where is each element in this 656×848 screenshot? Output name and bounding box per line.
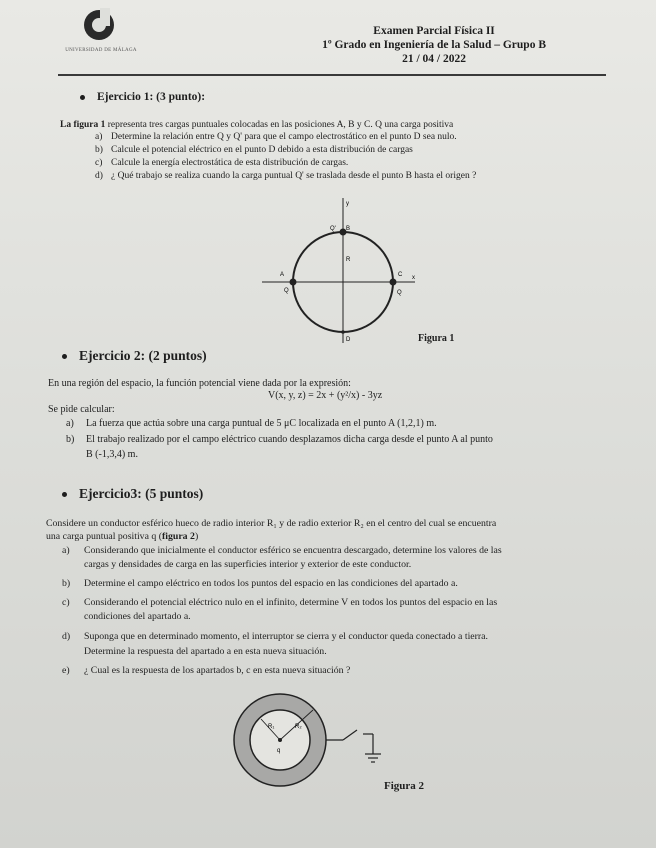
ex3-item-e: e) ¿ Cual es la respuesta de los apartados b, c en esta nueva situación ? xyxy=(62,665,351,676)
label-a: A xyxy=(280,272,285,278)
ex3-item-b: b) Determine el campo eléctrico en todos los puntos del espacio en las condiciones del apartado a. xyxy=(62,578,458,589)
exam-header xyxy=(322,24,546,66)
bullet-icon xyxy=(80,95,85,100)
exercise-2-title: Ejercicio 2: (2 puntos) xyxy=(62,348,207,364)
ex2-item-a: a) La fuerza que actúa sobre una carga puntual de 5 μC localizada en el punto A (1,2,1) m. xyxy=(66,418,437,429)
label-c: C xyxy=(398,272,403,278)
bullet-icon xyxy=(62,492,67,497)
point-d xyxy=(341,330,345,334)
ex3-item-d: d) Suponga que en determinado momento, el interruptor se cierra y el conductor queda conectado a tierra. xyxy=(62,631,488,642)
exam-title: Examen Parcial Física II xyxy=(373,25,495,37)
charge-a xyxy=(290,279,297,286)
y-axis-label: y xyxy=(346,201,349,207)
ex3-item-d-cont: Determine la respuesta del apartado a en esta nueva situación. xyxy=(84,646,327,657)
exercise-2-ask: Se pide calcular: xyxy=(48,404,115,415)
ex1-item-a: a) Determine la relación entre Q y Q' para que el campo electrostático en el punto D sea nulo. xyxy=(95,132,457,142)
figure-2-caption: Figura 2 xyxy=(384,780,425,792)
figure-1 xyxy=(250,188,430,348)
exercise-3-intro-1: Considere un conductor esférico hueco de radio interior R₁ y de radio exterior R₂ en el centro del cual se encuentra xyxy=(46,518,497,529)
label-r2: R₂ xyxy=(295,724,302,730)
x-axis-label: x xyxy=(412,275,415,281)
exercise-2-formula: V(x, y, z) = 2x + (y²/x) - 3yz xyxy=(268,390,383,401)
exercise-2-intro: En una región del espacio, la función potencial viene dada por la expresión: xyxy=(48,378,351,389)
figure-2 xyxy=(225,692,395,792)
ex2-item-b-cont: B (-1,3,4) m. xyxy=(86,449,138,460)
label-d: D xyxy=(346,337,351,343)
label-b: B xyxy=(346,226,351,232)
figure-1-caption: Figura 1 xyxy=(418,333,455,344)
exercise-3-intro-2: una carga puntual positiva q (figura 2) xyxy=(46,531,199,542)
university-logo xyxy=(62,8,140,56)
ex3-item-a: a) Considerando que inicialmente el conductor esférico se encuentra descargado, determine los valores de las xyxy=(62,545,502,556)
exercise-1-intro: La figura 1 representa tres cargas puntuales colocadas en las posiciones A, B y C. Q una carga positiva xyxy=(60,120,454,130)
logo-text: UNIVERSIDAD DE MÁLAGA xyxy=(65,48,137,53)
exercise-3-title: Ejercicio3: (5 puntos) xyxy=(62,486,203,502)
ex3-item-c-cont: condiciones del apartado a. xyxy=(84,611,191,622)
ex1-item-b: b) Calcule el potencial eléctrico en el punto D debido a esta distribución de cargas xyxy=(95,145,413,155)
label-q-left: Q xyxy=(284,288,289,294)
label-q-right: Q xyxy=(397,290,402,296)
exam-course: 1º Grado en Ingeniería de la Salud – Grupo B xyxy=(322,39,546,51)
label-r1: R₁ xyxy=(268,724,275,730)
exam-date: 21 / 04 / 2022 xyxy=(402,53,466,65)
ex2-item-b: b) El trabajo realizado por el campo eléctrico cuando desplazamos dicha carga desde el punto A al punto xyxy=(66,434,493,445)
header-divider xyxy=(58,74,606,76)
label-q-prime: Q' xyxy=(330,226,336,232)
ex3-item-c: c) Considerando el potencial eléctrico nulo en el infinito, determine V en todos los puntos del espacio en las xyxy=(62,597,498,608)
label-r: R xyxy=(346,257,351,263)
switch-lever xyxy=(343,730,357,740)
charge-c xyxy=(390,279,397,286)
bullet-icon xyxy=(62,354,67,359)
ex3-item-a-cont: cargas y densidades de carga en las superficies interior y exterior de este conductor. xyxy=(84,559,412,570)
ex1-item-c: c) Calcule la energía electrostática de esta distribución de cargas. xyxy=(95,158,349,168)
label-q: q xyxy=(277,748,281,754)
exercise-1-title: Ejercicio 1: (3 punto): xyxy=(80,91,205,103)
ex1-item-d: d) ¿ Qué trabajo se realiza cuando la carga puntual Q' se traslada desde el punto B hasta el origen ? xyxy=(95,171,477,181)
